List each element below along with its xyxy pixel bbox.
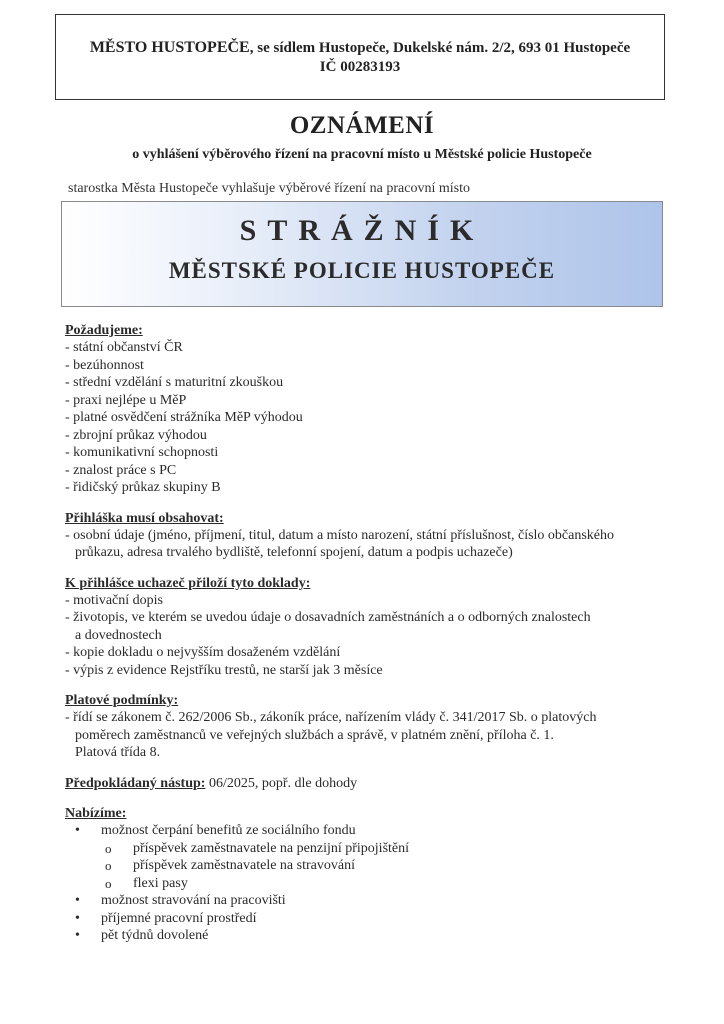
document-item: - motivační dopis xyxy=(65,592,163,608)
salary-line: poměrech zaměstnanců ve veřejných službách a správě, v platném znění, příloha č. 1. xyxy=(75,727,554,743)
requirement-item: - znalost práce s PC xyxy=(65,462,177,478)
offer-heading: Nabízíme: xyxy=(65,806,127,821)
banner-subtitle: MĚSTSKÉ POLICIE HUSTOPEČE xyxy=(168,258,556,283)
document-item: - životopis, ve kterém se uvedou údaje o dosavadních zaměstnáních a o odborných znalostech xyxy=(65,610,591,625)
offer-item xyxy=(65,910,660,928)
intro-text: starostka Města Hustopeče vyhlašuje výběrové řízení na pracovní místo xyxy=(68,181,470,196)
documents-heading: K přihlášce uchazeč přiloží tyto doklady: xyxy=(65,575,311,591)
spacer xyxy=(65,792,660,805)
requirements-heading: Požadujeme: xyxy=(65,323,143,338)
header-city: MĚSTO HUSTOPEČE xyxy=(89,39,250,56)
main-content xyxy=(65,322,660,945)
requirement-item: - platné osvědčení strážníka MěP výhodou xyxy=(65,410,303,425)
document-item: - výpis z evidence Rejstříku trestů, ne starší jak 3 měsíce xyxy=(65,662,383,678)
start-heading: Předpokládaný nástup: xyxy=(65,775,206,791)
salary-heading: Platové podmínky: xyxy=(65,693,179,708)
requirement-item: - státní občanství ČR xyxy=(65,340,183,355)
spacer xyxy=(65,497,660,510)
bullet-icon: • xyxy=(75,893,80,908)
bullet-icon: • xyxy=(75,928,80,943)
bullet-icon: • xyxy=(75,910,80,926)
offer-subitem xyxy=(65,875,660,893)
offer-item-text: příjemné pracovní prostředí xyxy=(101,910,257,926)
offer-subitem-text: flexi pasy xyxy=(133,875,188,891)
requirements-section xyxy=(65,322,660,497)
header-box xyxy=(55,14,665,100)
offer-section xyxy=(65,805,660,945)
offer-item xyxy=(65,822,660,840)
requirement-item: - řidičský průkaz skupiny B xyxy=(65,480,221,495)
requirement-item: - komunikativní schopnosti xyxy=(65,445,219,460)
requirement-item: - zbrojní průkaz výhodou xyxy=(65,427,207,443)
page-title: OZNÁMENÍ xyxy=(289,112,435,139)
offer-item xyxy=(65,927,660,945)
position-banner xyxy=(61,201,663,307)
page-subtitle: o vyhlášení výběrového řízení na pracovní místo u Městské policie Hustopeče xyxy=(132,147,592,162)
circle-bullet-icon: o xyxy=(105,840,112,856)
offer-subitem xyxy=(65,857,660,875)
offer-item-text: možnost čerpání benefitů ze sociálního fondu xyxy=(101,823,356,838)
salary-section xyxy=(65,692,660,762)
spacer xyxy=(65,762,660,775)
bullet-icon: • xyxy=(75,823,80,838)
circle-bullet-icon: o xyxy=(105,875,112,891)
offer-item xyxy=(65,892,660,910)
salary-line: - řídí se zákonem č. 262/2006 Sb., zákoník práce, nařízením vlády č. 341/2017 Sb. o platových xyxy=(65,710,597,725)
header-address xyxy=(56,39,664,57)
documents-section xyxy=(65,575,660,680)
requirement-item: - praxi nejlépe u MěP xyxy=(65,392,187,408)
requirement-item: - střední vzdělání s maturitní zkouškou xyxy=(65,375,284,390)
banner-title: STRÁŽNÍK xyxy=(239,214,485,247)
requirement-item: - bezúhonnost xyxy=(65,357,144,373)
offer-item-text: pět týdnů dovolené xyxy=(101,928,209,943)
application-heading: Přihláška musí obsahovat: xyxy=(65,510,224,526)
document-item: - kopie dokladu o nejvyšším dosaženém vzdělání xyxy=(65,645,341,660)
circle-bullet-icon: o xyxy=(105,858,112,873)
header-seat: , se sídlem Hustopeče, Dukelské nám. 2/2, 693 01 Hustopeče xyxy=(249,40,631,56)
spacer xyxy=(65,679,660,692)
spacer xyxy=(65,562,660,575)
application-line: průkazu, adresa trvalého bydliště, telefonní spojení, datum a podpis uchazeče) xyxy=(75,545,513,560)
application-line: - osobní údaje (jméno, příjmení, titul, datum a místo narození, státní příslušnost, číslo občanského xyxy=(65,527,615,543)
header-ic: IČ 00283193 xyxy=(319,59,401,75)
offer-subitem-text: příspěvek zaměstnavatele na stravování xyxy=(133,858,355,873)
offer-item-text: možnost stravování na pracovišti xyxy=(101,893,286,908)
start-section xyxy=(65,775,660,793)
salary-line: Platová třída 8. xyxy=(75,745,161,760)
offer-subitem xyxy=(65,840,660,858)
application-section xyxy=(65,510,660,562)
document-item: a dovednostech xyxy=(75,627,162,643)
start-value: 06/2025, popř. dle dohody xyxy=(205,775,358,791)
offer-subitem-text: příspěvek zaměstnavatele na penzijní připojištění xyxy=(133,840,410,856)
